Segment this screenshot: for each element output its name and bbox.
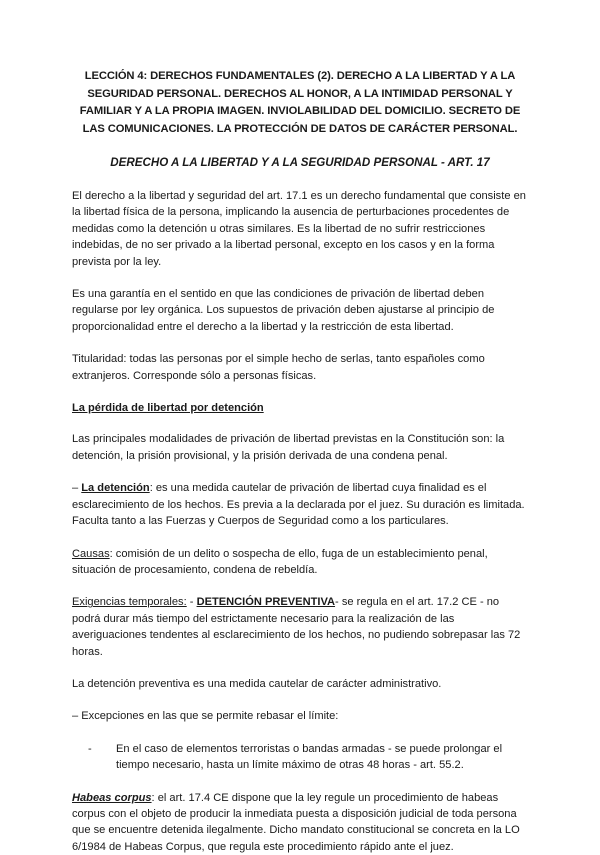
term-time-requirements: Exigencias temporales: xyxy=(72,596,187,609)
bullet-text: En el caso de elementos terroristas o bandas armadas - se puede prolongar el tiempo necesario, hasta un límite máximo de otras 48 horas - art. 55.2. xyxy=(116,742,503,772)
paragraph-ownership: Titularidad: todas las personas por el simple hecho de serlas, tanto españoles como extranjeros. Corresponde sólo a personas físicas. xyxy=(72,353,485,382)
term-habeas-corpus: Habeas corpus xyxy=(72,791,152,804)
paragraph-time-requirements xyxy=(72,594,528,660)
term-detention: La detención xyxy=(81,482,150,495)
detention-description: : es una medida cautelar de privación de libertad cuya finalidad es el esclarecimiento de los hechos. Es previa a la declarada por el juez. Su duración es limitada. Faculta tanto a las Fuerzas y Cuerpos de Seguridad como a los particulares. xyxy=(72,482,525,528)
bullet-dash: - xyxy=(88,742,92,755)
habeas-corpus-description: : el art. 17.4 CE dispone que la ley regule un procedimiento de habeas corpus con el objeto de producir la inmediata puesta a disposición judicial de toda persona que se encuentre detenida ilegalmente. Dicho mandato constitucional se concreta en la LO 6/1984 de Habeas Corpus, que regula este procedimiento rápido ante el juez. xyxy=(72,791,520,853)
paragraph-administrative: La detención preventiva es una medida cautelar de carácter administrativo. xyxy=(72,677,442,690)
paragraph-detention xyxy=(72,480,528,529)
paragraph-habeas-corpus xyxy=(72,790,528,855)
paragraph-exceptions: – Excepciones en las que se permite rebasar el límite: xyxy=(72,710,339,723)
section-heading-detention: La pérdida de libertad por detención xyxy=(72,402,264,415)
section-subtitle: DERECHO A LA LIBERTAD Y A LA SEGURIDAD PERSONAL - ART. 17 xyxy=(110,156,490,169)
paragraph-guarantee: Es una garantía en el sentido en que las condiciones de privación de libertad deben regularse por ley orgánica. Los supuestos de privación deben ajustarse al principio de proporcionalidad entre el derecho a la libertad y la restricción de esta libertad. xyxy=(72,288,495,333)
separator-dash: - xyxy=(186,596,197,609)
term-preventive-detention: DETENCIÓN PREVENTIVA xyxy=(196,596,336,609)
lesson-title: LECCIÓN 4: DERECHOS FUNDAMENTALES (2). DERECHO A LA LIBERTAD Y A LA SEGURIDAD PERSONAL. DERECHOS AL HONOR, A LA INTIMIDAD PERSONAL Y FAMILIAR Y A LA PROPIA IMAGEN. INVIOLABILIDAD DEL DOMICILIO. SECRETO DE LAS COMUNICACIONES. LA PROTECCIÓN DE DATOS DE CARÁCTER PERSONAL. xyxy=(79,70,521,135)
paragraph-modalities: Las principales modalidades de privación de libertad previstas en la Constitución son: la detención, la prisión provisional, y la prisión derivada de una condena penal. xyxy=(72,433,505,462)
time-requirements-description: - se regula en el art. 17.2 CE - no podrá durar más tiempo del estrictamente necesario para la realización de las averiguaciones tendentes al esclarecimiento de los hechos, no pudiendo sobrepasar las 72 horas. xyxy=(72,596,521,658)
causes-description: : comisión de un delito o sospecha de ello, fuga de un establecimiento penal, situación de procesamiento, condena de rebeldía. xyxy=(72,547,488,576)
dash-prefix: – xyxy=(72,482,82,495)
term-causes: Causas xyxy=(72,547,110,560)
list-item xyxy=(88,741,528,774)
paragraph-causes xyxy=(72,546,528,579)
paragraph-definition: El derecho a la libertad y seguridad del art. 17.1 es un derecho fundamental que consiste en la libertad física de la persona, implicando la ausencia de perturbaciones procedentes de medidas como la detención u otras similares. Es la libertad de no sufrir restricciones indebidas, de no ser privado a la libertad personal, excepto en los casos y en la forma prevista por la ley. xyxy=(72,190,526,268)
